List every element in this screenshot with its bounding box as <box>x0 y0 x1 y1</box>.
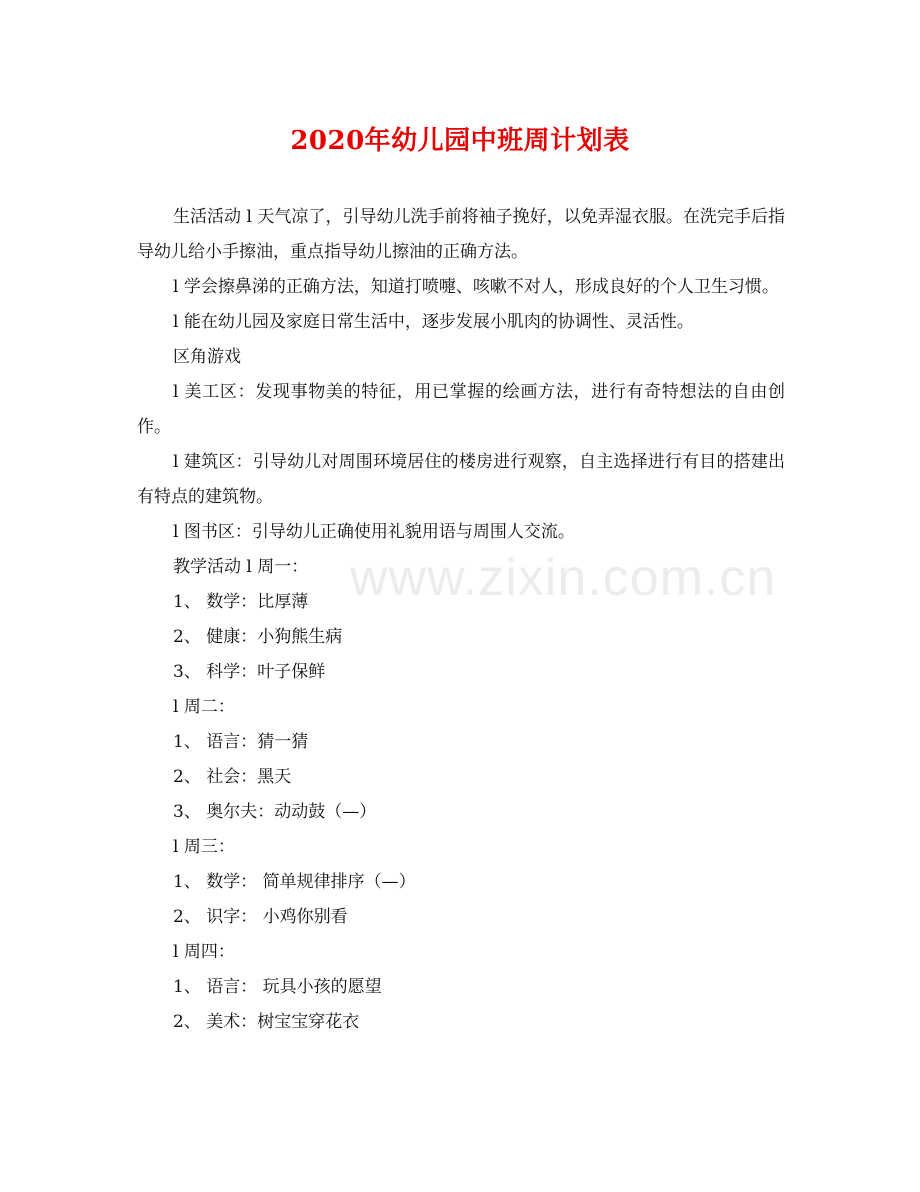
list-item: 2、 美术：树宝宝穿花衣 <box>173 1012 360 1032</box>
watermark: www.zixin.com.cn <box>350 549 777 607</box>
list-item: 2、 健康：小狗熊生病 <box>173 627 343 647</box>
paragraph-muscle-development: l 能在幼儿园及家庭日常生活中，逐步发展小肌肉的协调性、灵活性。 <box>173 312 694 332</box>
section-heading-corner-games: 区角游戏 <box>173 347 241 367</box>
day-heading-wednesday: l 周三： <box>173 837 235 857</box>
paragraph-building-corner: l 建筑区：引导幼儿对周围环境居住的楼房进行观察，自主选择进行有目的搭建出有特点的建筑物。 <box>137 452 785 507</box>
section-heading-teaching-monday: 教学活动 l 周一： <box>173 557 309 577</box>
day-heading-tuesday: l 周二： <box>173 697 235 717</box>
list-item: 2、 社会：黑天 <box>173 767 292 787</box>
document-body <box>137 200 785 1040</box>
list-item: 1、 数学： 简单规律排序（—） <box>173 872 416 892</box>
list-item: 3、 奥尔夫：动动鼓（—） <box>173 802 377 822</box>
paragraph-nose-hygiene: l 学会擦鼻涕的正确方法，知道打喷嚏、咳嗽不对人，形成良好的个人卫生习惯。 <box>173 277 779 297</box>
paragraph-book-corner: l 图书区：引导幼儿正确使用礼貌用语与周围人交流。 <box>173 522 575 542</box>
paragraph-art-corner: l 美工区：发现事物美的特征，用已掌握的绘画方法，进行有奇特想法的自由创作。 <box>137 382 785 437</box>
list-item: 1、 语言：猜一猜 <box>173 732 309 752</box>
list-item: 1、 语言： 玩具小孩的愿望 <box>173 977 382 997</box>
day-heading-thursday: l 周四： <box>173 942 235 962</box>
list-item: 2、 识字： 小鸡你别看 <box>173 907 348 927</box>
paragraph-life-activity: 生活活动 l 天气凉了，引导幼儿洗手前将袖子挽好，以免弄湿衣服。在洗完手后指导幼儿给小手擦油，重点指导幼儿擦油的正确方法。 <box>137 207 785 262</box>
list-item: 1、 数学：比厚薄 <box>173 592 309 612</box>
list-item: 3、 科学：叶子保鲜 <box>173 662 326 682</box>
document-title: 2020年幼儿园中班周计划表 <box>290 126 630 156</box>
